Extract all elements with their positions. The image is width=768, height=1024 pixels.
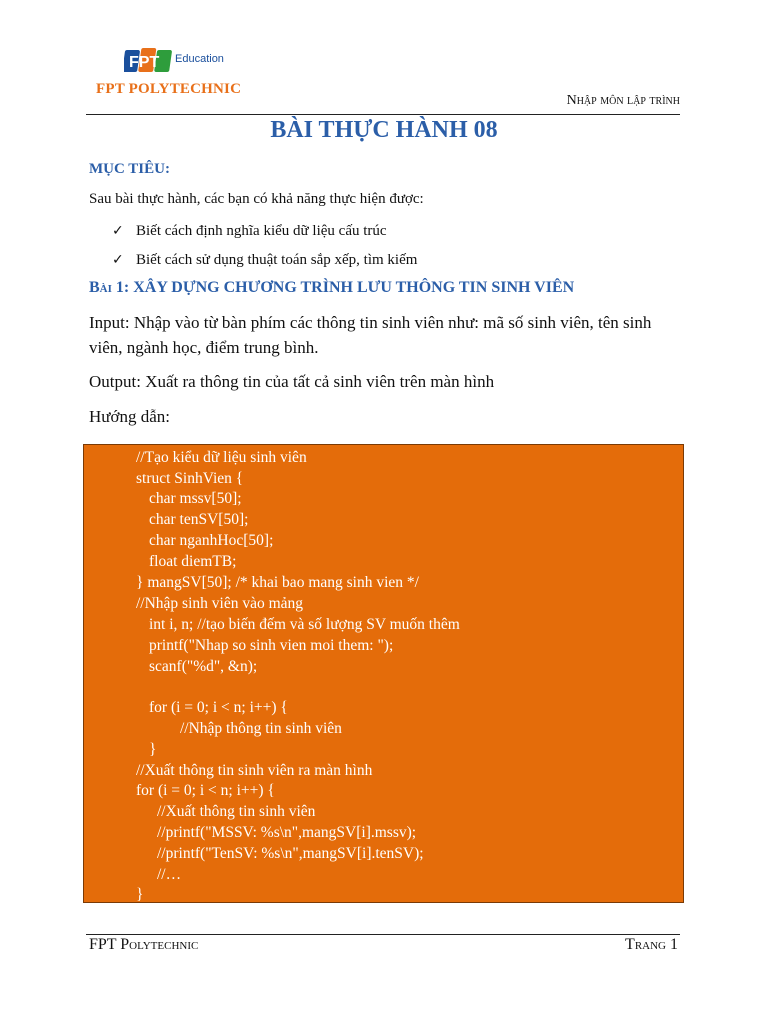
guide-label: Hướng dẫn: <box>89 407 170 426</box>
code-line: scanf("%d", &n); <box>149 658 258 675</box>
checkmark-icon: ✓ <box>112 223 124 239</box>
code-line: //Nhập sinh viên vào mảng <box>136 595 304 612</box>
code-line: char tenSV[50]; <box>149 511 249 528</box>
brand-name: FPT POLYTECHNIC <box>96 81 242 97</box>
objective-list <box>112 221 417 279</box>
course-name: Nhập môn lập trình <box>566 93 680 108</box>
exercise-heading <box>89 279 574 297</box>
list-item <box>112 221 417 250</box>
code-line: //… <box>157 866 182 883</box>
code-line: } <box>136 886 144 903</box>
code-line: //Tạo kiểu dữ liệu sinh viên <box>136 449 307 466</box>
code-line: char mssv[50]; <box>149 490 242 507</box>
page-number: Trang 1 <box>625 936 678 953</box>
code-line: int i, n; //tạo biến đếm và số lượng SV muốn thêm <box>149 616 460 633</box>
code-line: printf("Nhap so sinh vien moi them: "); <box>149 637 394 654</box>
objective-heading: MỤC TIÊU: <box>89 161 170 177</box>
code-line: } <box>149 741 157 758</box>
footer-divider <box>86 934 680 935</box>
intro-text: Sau bài thực hành, các bạn có khả năng thực hiện được: <box>89 191 424 207</box>
code-line: char nganhHoc[50]; <box>149 532 274 549</box>
code-line: for (i = 0; i < n; i++) { <box>149 699 288 716</box>
logo-subtitle: Education <box>175 53 224 65</box>
exercise-title: XÂY DỰNG CHƯƠNG TRÌNH LƯU THÔNG TIN SINH VIÊN <box>133 279 575 296</box>
code-line: struct SinhVien { <box>136 470 244 487</box>
code-line: } mangSV[50]; /* khai bao mang sinh vien */ <box>136 574 419 591</box>
checkmark-icon: ✓ <box>112 252 124 268</box>
footer-brand: FPT Polytechnic <box>89 936 199 953</box>
output-description: Output: Xuất ra thông tin của tất cả sinh viên trên màn hình <box>89 372 495 391</box>
input-description: Input: Nhập vào từ bàn phím các thông tin sinh viên như: mã số sinh viên, tên sinh viên, ngành học, điểm trung bình. <box>89 313 652 357</box>
logo-letters: FPT <box>129 54 160 71</box>
code-line: //printf("TenSV: %s\n",mangSV[i].tenSV); <box>157 845 424 862</box>
code-line: //Xuất thông tin sinh viên ra màn hình <box>136 762 373 779</box>
fpt-logo-icon <box>124 44 174 78</box>
objective-text: Biết cách sử dụng thuật toán sắp xếp, tìm kiếm <box>136 252 418 268</box>
exercise-number: Bài 1: <box>89 279 130 296</box>
objective-text: Biết cách định nghĩa kiểu dữ liệu cấu trúc <box>136 223 387 239</box>
lab-title: BÀI THỰC HÀNH 08 <box>270 117 498 143</box>
code-line: //Xuất thông tin sinh viên <box>157 803 316 820</box>
list-item <box>112 250 417 279</box>
header-divider <box>86 114 680 115</box>
code-line: //printf("MSSV: %s\n",mangSV[i].mssv); <box>157 824 417 841</box>
code-line: for (i = 0; i < n; i++) { <box>136 782 275 799</box>
code-line: float diemTB; <box>149 553 237 570</box>
code-block <box>83 444 684 903</box>
code-line: //Nhập thông tin sinh viên <box>180 720 342 737</box>
